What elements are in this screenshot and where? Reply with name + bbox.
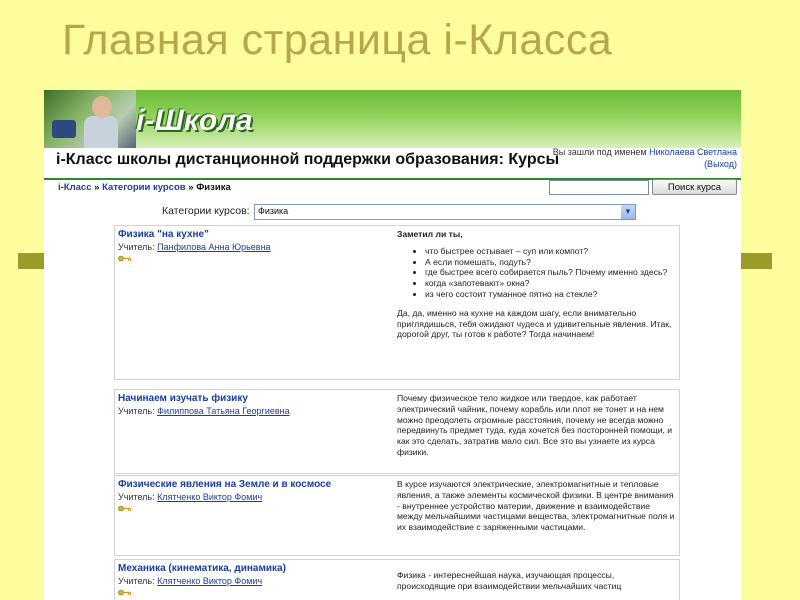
- teacher-link[interactable]: Филиппова Татьяна Георгиевна: [157, 406, 290, 416]
- list-item: • из чего состоит туманное пятно на стекле?: [425, 289, 675, 300]
- user-profile-link[interactable]: Николаева Светлана: [649, 147, 737, 157]
- breadcrumb: [58, 182, 231, 193]
- list-item: • где быстрее всего собирается пыль? Почему именно здесь?: [425, 267, 675, 278]
- course-title-link[interactable]: Начинаем изучать физику: [118, 393, 248, 404]
- key-icon: [118, 255, 132, 262]
- description-header: Заметил ли ты,: [397, 229, 463, 239]
- course-description: [397, 229, 675, 340]
- teacher-link[interactable]: Клятченко Виктор Фомич: [157, 576, 263, 586]
- breadcrumb-separator: »: [188, 182, 194, 193]
- description-text: Да, да, именно на кухне на каждом шагу, если внимательно приглядишься, тебя ожидают чудеса и удивительные явления. Итак, дорогой друг, ты готов к работе? Тогда начинаем!: [397, 307, 672, 340]
- course-search-input[interactable]: [549, 180, 649, 195]
- logout-link[interactable]: (Выход): [704, 159, 737, 169]
- category-selected-value: Физика: [258, 206, 289, 216]
- decorative-bar-left: [18, 253, 46, 269]
- chevron-down-icon[interactable]: ▼: [621, 205, 635, 219]
- category-row: [44, 204, 741, 226]
- banner-photo: [44, 90, 136, 148]
- course-description: [397, 393, 675, 458]
- site-heading: i-Класс школы дистанционной поддержки образования: Курсы: [56, 151, 560, 168]
- course-card: [114, 225, 680, 380]
- login-info: [553, 146, 737, 170]
- navbar: [44, 180, 741, 204]
- description-text: Физика - интереснейшая наука, изучающая процессы, происходящие при взаимодействии мельчайших частиц: [397, 570, 622, 591]
- course-card: [114, 559, 680, 600]
- description-text: Почему физическое тело жидкое или твердое, как работает электрический чайник, почему корабль или плот не тонет и на нем можно преодолеть огромные расстояния, почему не всегда можно передвинуть предмет туда, куда хочется без посторонней помощи, и как это сделать, затратив мало сил. Все это вы узнаете из курса физики.: [397, 393, 673, 457]
- list-item: • что быстрее остывает – суп или компот?: [425, 246, 675, 257]
- teacher-label: Учитель:: [118, 406, 155, 416]
- course-teacher: [118, 242, 388, 252]
- slide-title: Главная страница i-Класса: [62, 16, 613, 64]
- course-title-link[interactable]: Физика "на кухне": [118, 229, 209, 240]
- course-teacher: [118, 492, 388, 502]
- list-item: • когда «запотевают» окна?: [425, 278, 675, 289]
- course-search-button[interactable]: Поиск курса: [652, 179, 737, 195]
- key-icon: [118, 505, 132, 512]
- breadcrumb-separator: »: [94, 182, 100, 193]
- course-description: [397, 479, 675, 533]
- breadcrumb-current: Физика: [196, 182, 231, 193]
- course-title-link[interactable]: Физические явления на Земле и в космосе: [118, 479, 332, 490]
- teacher-link[interactable]: Клятченко Виктор Фомич: [157, 492, 263, 502]
- course-title-link[interactable]: Механика (кинематика, динамика): [118, 563, 286, 574]
- course-teacher: [118, 406, 388, 416]
- decorative-bar-right: [740, 253, 772, 269]
- breadcrumb-home[interactable]: i-Класс: [58, 182, 92, 193]
- teacher-link[interactable]: Панфилова Анна Юрьевна: [157, 242, 271, 252]
- site-logo[interactable]: i-Школа: [136, 104, 253, 137]
- login-prefix: Вы зашли под именем: [552, 147, 647, 157]
- course-card: [114, 389, 680, 474]
- category-select[interactable]: [254, 204, 636, 220]
- teacher-label: Учитель:: [118, 242, 155, 252]
- course-teacher: [118, 576, 388, 586]
- description-text: В курсе изучаются электрические, электромагнитные и тепловые явления, а также элементы космической физики. В центре внимания - внутреннее устройство материи, движение и взаимодействие между мельчайшими частицами вещества, электромагнитные поля и их взаимодействие с заряженными частицами.: [397, 479, 675, 533]
- course-card: [114, 475, 680, 556]
- teacher-label: Учитель:: [118, 576, 155, 586]
- teacher-label: Учитель:: [118, 492, 155, 502]
- moodle-page-screenshot: [44, 90, 741, 600]
- category-label: Категории курсов:: [162, 205, 250, 217]
- description-list: [397, 246, 675, 300]
- course-description: [397, 570, 675, 592]
- breadcrumb-categories[interactable]: Категории курсов: [102, 182, 186, 193]
- header-bar: [44, 148, 741, 180]
- list-item: • А если помешать, подуть?: [425, 257, 675, 268]
- site-banner: [44, 90, 741, 148]
- key-icon: [118, 589, 132, 596]
